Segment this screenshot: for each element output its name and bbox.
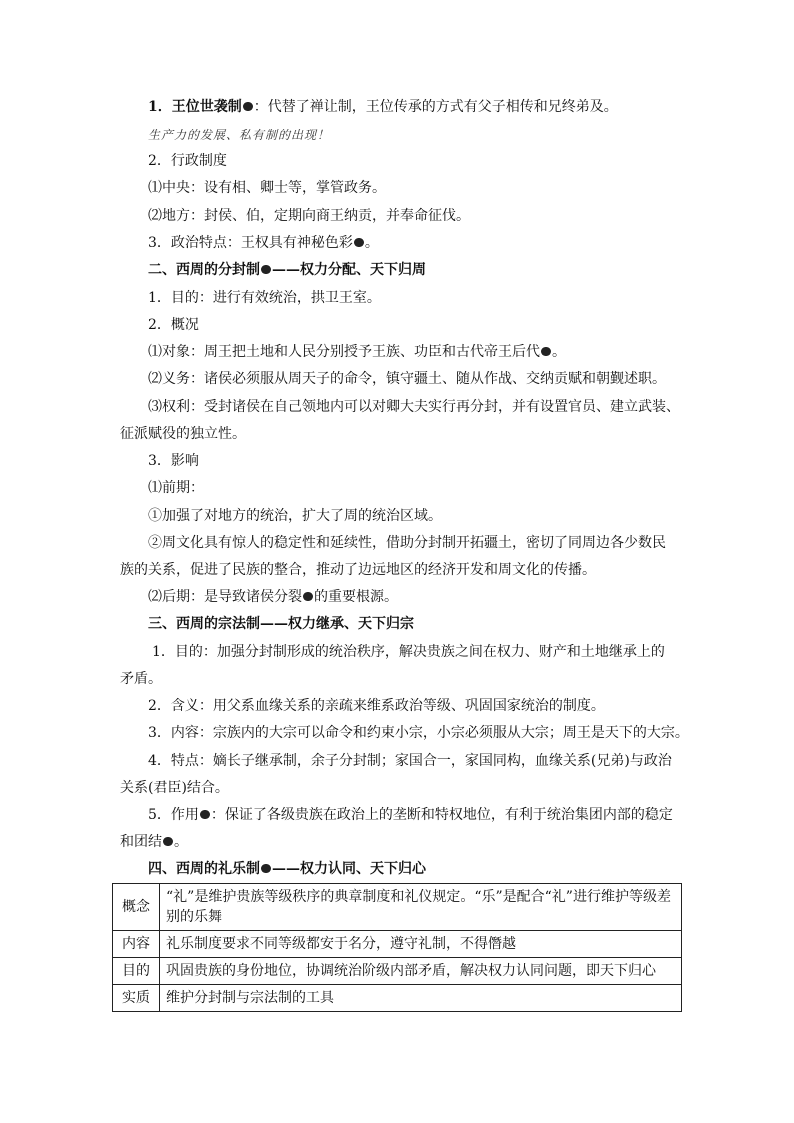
line-15: ①加强了对地方的统治，扩大了周的统治区域。 — [148, 508, 442, 524]
section-heading-2 — [148, 260, 708, 280]
text: 3．政治特点：王权具有神秘色彩 — [148, 235, 353, 251]
footnote-marker-icon — [243, 102, 253, 111]
line-9 — [148, 342, 708, 362]
line-18 — [148, 587, 708, 607]
table-value: 巩固贵族的身份地位，协调统治阶级内部矛盾，解决权力认同问题，即天下归心 — [160, 958, 682, 985]
rites-music-table — [112, 883, 682, 1012]
line-17: 族的关系，促进了民族的整合，推动了边远地区的经济开发和周文化的传播。 — [120, 562, 596, 578]
table-row — [113, 931, 682, 958]
text: 。 — [364, 235, 379, 251]
handwritten-note: 生产力的发展、私有制的出现！ — [148, 128, 331, 142]
line-25: 关系(君臣)结合。 — [120, 780, 229, 796]
table-value: 礼乐制度要求不同等级都安于名分，遵守礼制，不得僭越 — [160, 931, 682, 958]
table-row — [113, 884, 682, 931]
table-key: 目的 — [113, 958, 160, 985]
line-26 — [148, 805, 708, 825]
text: ：代替了禅让制，王位传承的方式有父子相传和兄终弟及。 — [253, 99, 618, 115]
line-24: 4．特点：嫡长子继承制，余子分封制；家国合一，家国同构，血缘关系(兄弟)与政治 — [148, 753, 672, 769]
text: 5．作用 — [148, 807, 199, 823]
line-10: ⑵义务：诸侯必须服从周天子的命令，镇守疆土、随从作战、交纳贡赋和朝觐述职。 — [148, 371, 666, 387]
line-12: 征派赋役的独立性。 — [120, 426, 246, 442]
line-21: 矛盾。 — [120, 671, 162, 687]
text: ：保证了各级贵族在政治上的垄断和特权地位，有利于统治集团内部的稳定 — [210, 807, 673, 823]
line-16: ②周文化具有惊人的稳定性和延续性，借助分封制开拓疆土，密切了同周边各少数民 — [148, 535, 666, 551]
table-row — [113, 985, 682, 1012]
text: ——权力分配、天下归周 — [272, 262, 426, 278]
text: 二、西周的分封制 — [148, 262, 260, 278]
line-3: ⑴中央：设有相、卿士等，掌管政务。 — [148, 180, 386, 196]
line-23: 3．内容：宗族内的大宗可以命令和约束小宗，小宗必须服从大宗；周王是天下的大宗。 — [148, 725, 689, 741]
table-key: 实质 — [113, 985, 160, 1012]
footnote-marker-icon — [261, 265, 271, 274]
text: 的重要根源。 — [314, 589, 398, 605]
text: 。 — [174, 834, 188, 850]
line-22: 2．含义：用父系血缘关系的亲疏来维系政治等级、巩固国家统治的制度。 — [148, 698, 605, 714]
footnote-marker-icon — [303, 592, 313, 601]
footnote-marker-icon — [163, 837, 173, 846]
table-value: 维护分封制与宗法制的工具 — [160, 985, 682, 1012]
footnote-marker-icon — [541, 347, 551, 356]
footnote-marker-icon — [354, 238, 364, 247]
footnote-marker-icon — [261, 864, 271, 873]
line-27 — [120, 832, 680, 852]
line-1 — [148, 97, 708, 117]
line-8: 2．概况 — [148, 317, 199, 333]
line-13: 3．影响 — [148, 453, 199, 469]
text: 和团结 — [120, 834, 162, 850]
section-heading-3: 三、西周的宗法制——权力继承、天下归宗 — [148, 616, 414, 632]
line-4: ⑵地方：封侯、伯，定期向商王纳贡，并奉命征伐。 — [148, 208, 470, 224]
table-row — [113, 958, 682, 985]
table-key: 概念 — [113, 884, 160, 931]
line-2: 2．行政制度 — [148, 153, 227, 169]
line-11: ⑶权利：受封诸侯在自己领地内可以对卿大夫实行再分封，并有设置官员、建立武装、 — [148, 399, 680, 415]
text: ⑴对象：周王把土地和人民分别授予王族、功臣和古代帝王后代 — [148, 344, 540, 360]
footnote-marker-icon — [200, 810, 210, 819]
section-heading-4 — [148, 859, 708, 879]
text: 。 — [552, 344, 566, 360]
text: 四、西周的礼乐制 — [148, 861, 260, 877]
line-20: 1．目的：加强分封制形成的统治秩序，解决贵族之间在权力、财产和土地继承上的 — [152, 644, 665, 660]
line-7: 1．目的：进行有效统治，拱卫王室。 — [148, 290, 381, 306]
line-14: ⑴前期： — [148, 480, 204, 496]
table-value: “礼”是维护贵族等级秩序的典章制度和礼仪规定。“乐”是配合“礼”进行维护等级差别的乐舞 — [160, 884, 682, 931]
text: ⑵后期：是导致诸侯分裂 — [148, 589, 302, 605]
text: ——权力认同、天下归心 — [272, 861, 426, 877]
line-5 — [148, 233, 708, 253]
table-key: 内容 — [113, 931, 160, 958]
text: 1．王位世袭制 — [148, 99, 242, 115]
